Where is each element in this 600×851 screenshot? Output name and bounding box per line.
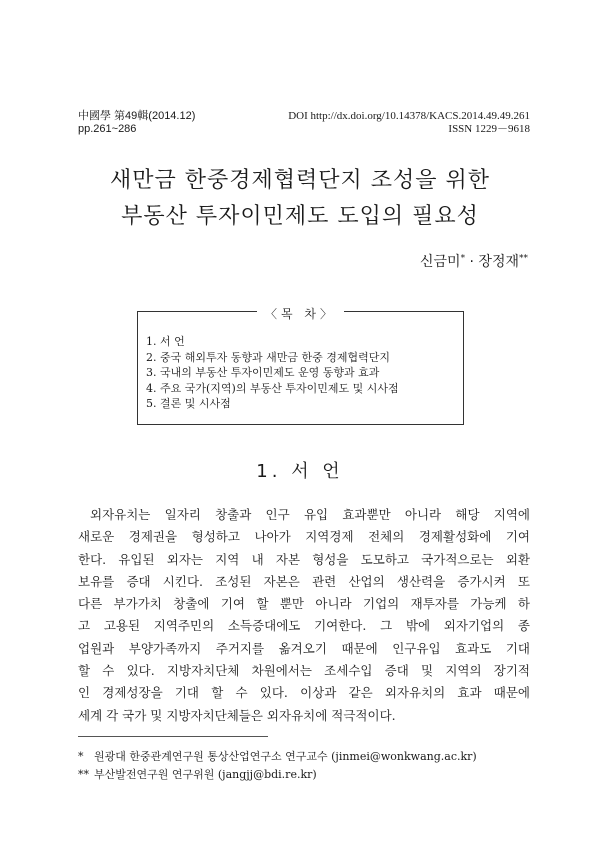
toc-title: 〈목 차〉 xyxy=(257,307,344,321)
paper-title-line-1: 새만금 한중경제협력단지 조성을 위한 xyxy=(109,168,490,193)
footnote-mark: * xyxy=(78,750,84,763)
footnote-1 xyxy=(78,748,477,766)
issn: ISSN 1229－9618 xyxy=(448,123,530,135)
toc-item: 1. 서 언 xyxy=(146,335,185,348)
page-range: pp.261~286 xyxy=(78,123,137,135)
doi-block xyxy=(288,110,530,136)
footnotes xyxy=(78,748,477,784)
footnote-2 xyxy=(78,766,477,784)
journal-info xyxy=(78,110,195,136)
body-line: 세계 각 국가 및 지방자치단체들은 외자유치에 적극적이다. xyxy=(78,707,396,723)
footnote-mark: ** xyxy=(78,768,89,781)
toc-item: 3. 국내의 부동산 투자이민제도 운영 동향과 효과 xyxy=(146,366,380,379)
author-1: 신금미 xyxy=(419,254,461,270)
body-paragraph xyxy=(78,504,530,727)
body-line: 새로운 경제권을 형성하고 나아가 지역경제 전체의 경제활성화에 기여 xyxy=(78,529,530,545)
section-heading: 1. 서 언 xyxy=(256,461,344,482)
footnote-text: 부산발전연구원 연구위원 (jangjj@bdi.re.kr) xyxy=(94,768,317,781)
journal-issue: 中國學 第49輯(2014.12) xyxy=(78,110,196,122)
footnote-text: 원광대 한중관계연구원 통상산업연구소 연구교수 (jinmei@wonkwang.ac.kr) xyxy=(94,750,477,763)
body-line: 한다. 유입된 외자는 지역 내 자본 형성을 도모하고 국가적으로는 외환 xyxy=(78,551,530,567)
body-line: 인 경제성장을 기대 할 수 있다. 이상과 같은 외자유치의 효과 때문에 xyxy=(78,685,530,701)
body-line: 할 수 있다. 지방자치단체 차원에서는 조세수입 증대 및 지역의 장기적 xyxy=(78,663,530,679)
body-line: 고 고용된 지역주민의 소득증대에도 기여한다. 그 밖에 외자기업의 종 xyxy=(78,618,530,634)
doi: DOI http://dx.doi.org/10.14378/KACS.2014.49.49.261 xyxy=(288,110,530,122)
author-2-mark: ** xyxy=(519,253,528,264)
paper-title-line-2: 부동산 투자이민제도 도입의 필요성 xyxy=(121,204,479,229)
body-line: 외자유치는 일자리 창출과 인구 유입 효과뿐만 아니라 해당 지역에 xyxy=(90,507,530,522)
author-1-mark: * xyxy=(460,253,466,264)
body-line: 업원과 부양가족까지 주거지를 옮겨오기 때문에 인구유입 효과도 기대 xyxy=(78,640,530,656)
body-line: 보유를 증대 시킨다. 조성된 자본은 관련 산업의 생산력을 증가시켜 또 xyxy=(78,573,530,589)
toc-list xyxy=(146,334,399,412)
author-separator: · xyxy=(465,254,479,270)
toc-item: 4. 주요 국가(지역)의 부동산 투자이민제도 및 시사점 xyxy=(146,381,399,395)
author-2: 장정재 xyxy=(478,254,519,270)
author-line xyxy=(420,251,528,271)
body-line: 다른 부가가치 창출에 기여 할 뿐만 아니라 기업의 재투자를 가능케 하 xyxy=(78,596,530,612)
toc-item: 5. 결론 및 시사점 xyxy=(146,397,231,410)
footnote-divider xyxy=(78,736,268,737)
table-of-contents xyxy=(137,307,464,425)
toc-item: 2. 중국 해외투자 동향과 새만금 한중 경제협력단지 xyxy=(146,350,390,364)
